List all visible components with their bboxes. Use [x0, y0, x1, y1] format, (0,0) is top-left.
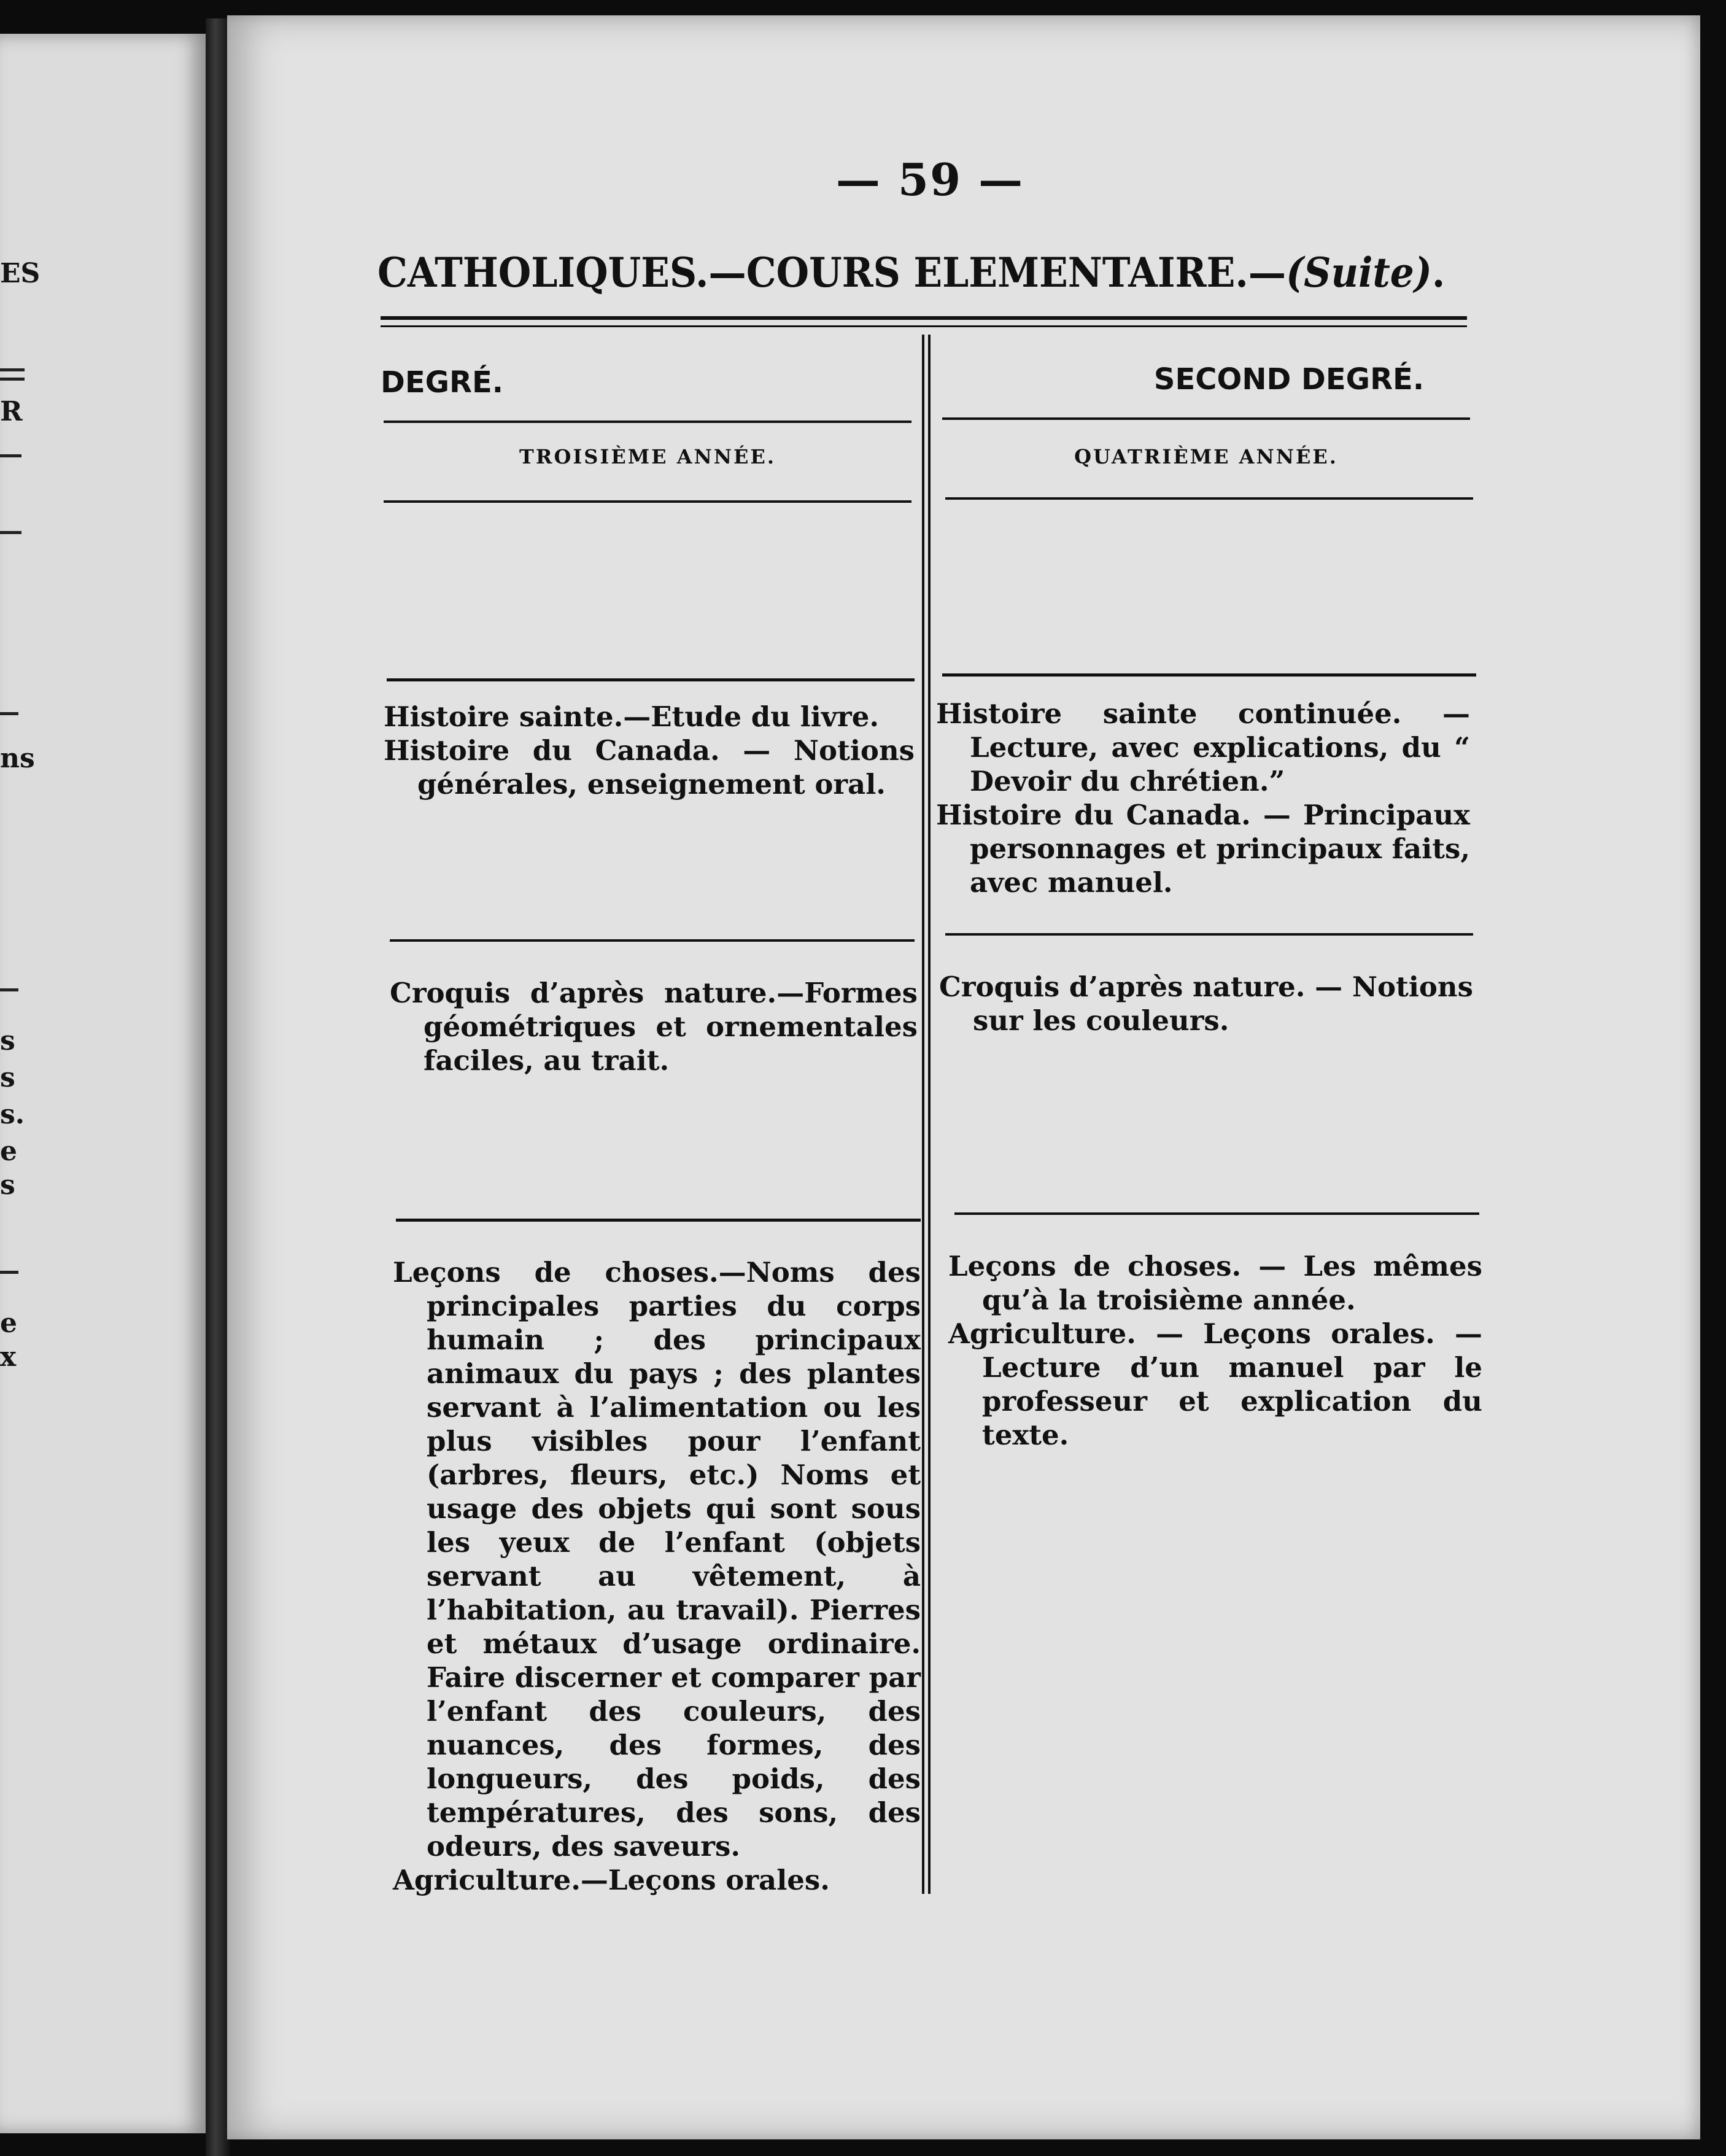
table-cell-drawing-right: [939, 970, 1473, 1037]
row-rule-left: [396, 1219, 921, 1222]
cell-paragraph: Histoire du Canada. — Notions générales, enseignement oral.: [384, 734, 915, 801]
cell-paragraph: Agriculture. — Leçons orales. — Lecture d’un manuel par le professeur et explication du texte.: [948, 1317, 1482, 1451]
left-year-heading: TROISIÈME ANNÉE.: [519, 445, 776, 468]
cell-paragraph: Histoire du Canada. — Principaux personnages et principaux faits, avec manuel.: [936, 799, 1470, 899]
year-rule-left: [384, 500, 911, 503]
row-rule-right: [954, 1212, 1479, 1215]
left-fragment-rule: [0, 988, 18, 991]
running-title: [377, 249, 1462, 297]
left-fragment-text: s.: [0, 1099, 25, 1130]
left-fragment-text: ns: [0, 743, 35, 774]
left-fragment-rule: [0, 531, 21, 534]
right-year-heading: QUATRIÈME ANNÉE.: [1074, 445, 1338, 468]
row-rule-left: [387, 678, 915, 681]
year-rule-right: [945, 497, 1473, 500]
cell-paragraph: Croquis d’après nature. — Notions sur les couleurs.: [939, 971, 1473, 1037]
left-fragment-text: x: [0, 1341, 17, 1373]
cell-paragraph: Agriculture.—Leçons orales.: [393, 1864, 830, 1896]
table-cell-history-left: [384, 700, 915, 801]
left-fragment-text: s: [0, 1025, 15, 1057]
left-fragment-rule: [0, 1271, 18, 1274]
cell-paragraph: Croquis d’après nature.—Formes géométriques et ornementales faciles, au trait.: [390, 977, 918, 1077]
left-fragment-rule: [0, 454, 21, 457]
column-divider: [922, 335, 931, 1894]
left-fragment-rule: [0, 368, 25, 371]
left-fragment-text: e: [0, 1308, 17, 1339]
left-fragment-text: ES: [0, 258, 41, 289]
left-fragment-text: s: [0, 1062, 15, 1093]
table-cell-drawing-left: [390, 976, 918, 1077]
table-cell-lessons-right: [948, 1249, 1482, 1452]
cell-paragraph: Leçons de choses. — Les mêmes qu’à la troisième année.: [948, 1250, 1482, 1316]
title-rule-bottom: [381, 325, 1467, 327]
running-title-text: CATHOLIQUES.—COURS ELEMENTAIRE.—: [377, 249, 1287, 297]
table-cell-lessons-left: [393, 1255, 921, 1897]
left-fragment-text: s: [0, 1169, 15, 1201]
row-rule-left: [390, 939, 915, 942]
left-fragment-rule: [0, 712, 18, 715]
running-title-suffix: .: [1431, 249, 1445, 297]
row-rule-right: [945, 933, 1473, 936]
left-degree-heading: DEGRÉ.: [381, 365, 504, 400]
cell-paragraph: Histoire sainte.—Etude du livre.: [384, 700, 879, 733]
cell-paragraph: Histoire sainte continuée. — Lecture, avec explications, du “ Devoir du chrétien.”: [936, 697, 1470, 797]
cell-paragraph: Leçons de choses.—Noms des principales parties du corps humain ; des principaux animaux du pays ; des plantes servant à l’alimentation ou les plus visibles pour l’enfant (arbres, fleurs, etc.) Noms et usage des objets qui sont sous les yeux de l’enfant (objets servant au vêtement, à l’habitation, au travail). Pierres et métaux d’usage ordinaire. Faire discerner et comparer par l’enfant des couleurs, des nuances, des formes, des longueurs, des poids, des températures, des sons, des odeurs, des saveurs.: [393, 1256, 921, 1863]
degree-rule-left: [384, 421, 911, 423]
row-rule-right: [942, 673, 1476, 677]
degree-rule-right: [942, 417, 1470, 420]
left-fragment-rule: [0, 378, 25, 381]
document-page: [227, 15, 1700, 2139]
previous-page-fragment: [0, 34, 206, 2133]
left-fragment-text: R: [0, 396, 23, 427]
table-cell-history-right: [936, 697, 1470, 899]
page-number: — 59 —: [835, 153, 1024, 206]
right-degree-heading: SECOND DEGRÉ.: [1153, 362, 1425, 397]
book-gutter: [206, 18, 230, 2156]
running-title-suite: (Suite): [1286, 249, 1432, 297]
left-fragment-text: e: [0, 1136, 17, 1167]
title-rule-top: [381, 316, 1467, 320]
